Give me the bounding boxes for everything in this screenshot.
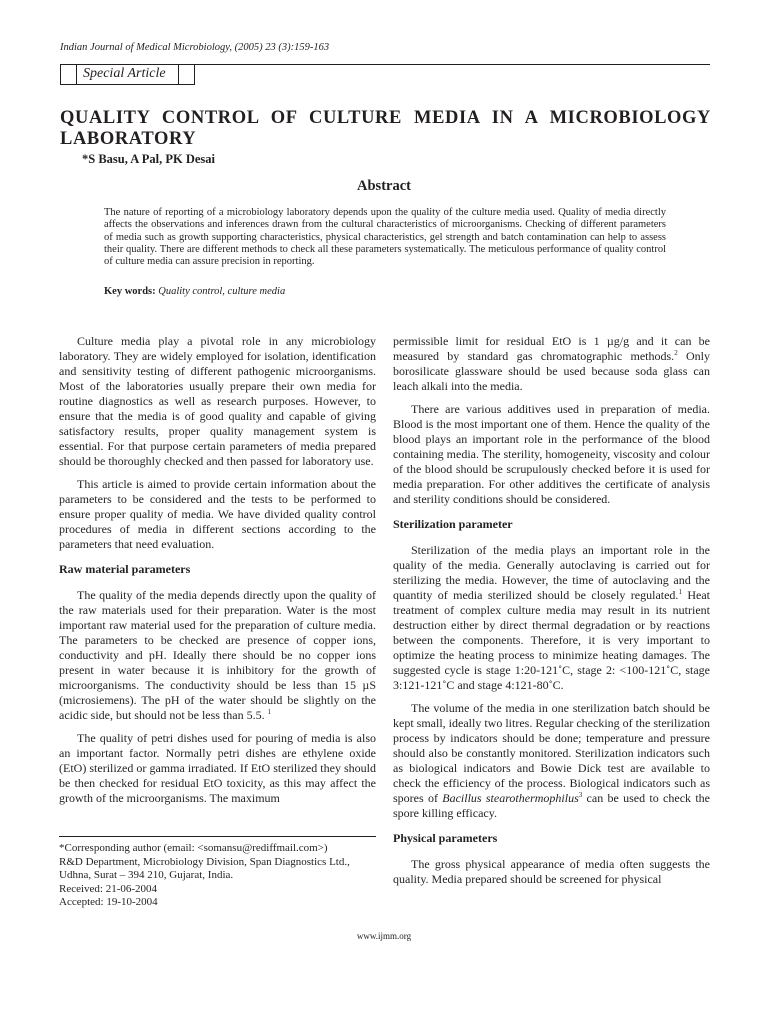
article-type-stub-right bbox=[178, 65, 194, 84]
paragraph: Culture media play a pivotal role in any microbiology laboratory. They are widely employed for isolation, identification and sensitivity testing of different pathogenic microorganisms. Most of the laboratories usually prepare their own media for routine diagnostics as well as research purposes. However, to ensure that the media is of good quality and capable of giving satisfactory results, proper quality management system is essential. For that purpose certain parameters of media prepared should be thoroughly checked and then passed for laboratory use. bbox=[59, 334, 376, 468]
article-authors: *S Basu, A Pal, PK Desai bbox=[82, 152, 216, 166]
reference-mark: 1 bbox=[678, 588, 682, 596]
footer-url: www.ijmm.org bbox=[356, 931, 412, 941]
reference-mark: 1 bbox=[267, 708, 272, 716]
section-heading: Raw material parameters bbox=[59, 562, 191, 576]
received-date: Received: 21-06-2004 bbox=[59, 882, 158, 895]
corresponding-author: *Corresponding author (email: <somansu@rediffmail.com>) bbox=[59, 842, 328, 854]
keywords-value: Quality control, culture media bbox=[158, 286, 286, 297]
paragraph-text: Heat treatment of complex culture media may result in its nutrient destruction either by direct thermal degradation or by reactions between the components. Therefore, it is very important to optimize the heating process to minimize heating damages. The suggested cycle is stage 1:20-121˚C, stage 2: <100-121˚C, stage 3:121-121˚C and stage 4:121-80˚C. bbox=[393, 588, 710, 692]
species-name: Bacillus stearothermophilus bbox=[442, 791, 579, 805]
article-title: QUALITY CONTROL OF CULTURE MEDIA IN A MICROBIOLOGY LABORATORY bbox=[60, 108, 711, 149]
footnote-rule bbox=[59, 836, 376, 837]
affiliation-line: R&D Department, Microbiology Division, Span Diagnostics Ltd., bbox=[59, 855, 350, 868]
paragraph-text: Only borosilicate glassware should be used because soda glass can leach alkali into the media. bbox=[393, 349, 711, 393]
paragraph bbox=[59, 588, 376, 723]
paragraph-text: The quality of the media depends directly upon the quality of the raw materials used for their preparation. Water is the most important raw material used for the preparation of culture media. The parameters to be checked are presence of copper ions, conductivity and pH. Ideally there should be no copper ions present in water because it is inhibitory for the growth of microorganisms. The conductivity should be less than 15 µS (microsiemens). The pH of the water should be slightly on the acidic side, but should not be less than 5.5. bbox=[59, 588, 376, 722]
header-rule bbox=[193, 64, 710, 65]
article-type-label: Special Article bbox=[83, 66, 166, 81]
paragraph-text: permissible limit for residual EtO is 1 µg/g and it can be measured by standard gas chromatographic methods. bbox=[393, 334, 710, 363]
paragraph bbox=[393, 334, 710, 394]
keywords bbox=[104, 286, 285, 297]
paragraph: The gross physical appearance of media often suggests the quality. Media prepared should be screened for physical bbox=[393, 857, 710, 886]
left-column bbox=[59, 334, 376, 814]
keywords-label: Key words: bbox=[104, 286, 156, 297]
article-type-stub bbox=[61, 65, 77, 84]
paragraph bbox=[393, 701, 710, 821]
accepted-date: Accepted: 19-10-2004 bbox=[59, 896, 158, 908]
paragraph-text: can be used to check the spore killing efficacy. bbox=[393, 791, 710, 820]
reference-mark: 3 bbox=[578, 791, 583, 799]
abstract-text: The nature of reporting of a microbiology laboratory depends upon the quality of the culture media used. Quality of media directly affects the observations and inferences drawn from the cultural characteristics of microorganisms. Checking of different parameters of media such as growth supporting characteristics, physical characteristics, gel strength and batch contamination can help to assess their quality. There are different methods to check all these parameters systematically. The meticulous performance of quality control of culture media can assure precision in reporting. bbox=[104, 207, 666, 268]
affiliation-line: Udhna, Surat – 394 210, Gujarat, India. bbox=[59, 869, 234, 881]
reference-mark: 2 bbox=[674, 349, 678, 357]
right-column bbox=[393, 334, 710, 895]
paragraph-text: Sterilization of the media plays an important role in the quality of the media. Generally autoclaving is carried out for sterilizing the media. However, the time of autoclaving and the quantity of media sterilized should be closely regulated. bbox=[393, 543, 710, 602]
paragraph: There are various additives used in preparation of media. Blood is the most important one of them. Hence the quality of the blood plays an important role in the performance of the blood containing media. The sterility, homogeneity, viscosity and colour of the blood should be scrupulously checked before it is used for media preparation. For other additives the certificate of analysis and sterility conditions should be considered. bbox=[393, 402, 710, 506]
section-heading: Sterilization parameter bbox=[393, 517, 513, 531]
footnote bbox=[59, 842, 389, 910]
journal-citation: Indian Journal of Medical Microbiology, (2005) 23 (3):159-163 bbox=[60, 42, 330, 53]
paragraph: The quality of petri dishes used for pouring of media is also an important factor. Normally petri dishes are ethylene oxide (EtO) sterilized or gamma irradiated. If EtO sterilized they should be then checked for residual EtO toxicity, as this may affect the growth of the microorganisms. The maximum bbox=[59, 731, 376, 805]
abstract-heading: Abstract bbox=[357, 178, 411, 194]
paragraph-text: The volume of the media in one sterilization batch should be kept small, ideally two litres. Regular checking of the sterilization process by indicators should be done; temperature and pressure should also be constantly monitored. Sterilization indicators such as biological indicators and Bowie Dick test are available to check the efficiency of the process. Biological indicators such as spores of bbox=[393, 701, 710, 805]
paragraph bbox=[393, 543, 710, 693]
article-type-box bbox=[60, 64, 195, 85]
paragraph: This article is aimed to provide certain information about the parameters to be considered and the tests to be performed to ensure proper quality of media. We have divided quality control procedures of media in different sections according to the parameters that need evaluation. bbox=[59, 477, 376, 551]
section-heading: Physical parameters bbox=[393, 831, 498, 845]
